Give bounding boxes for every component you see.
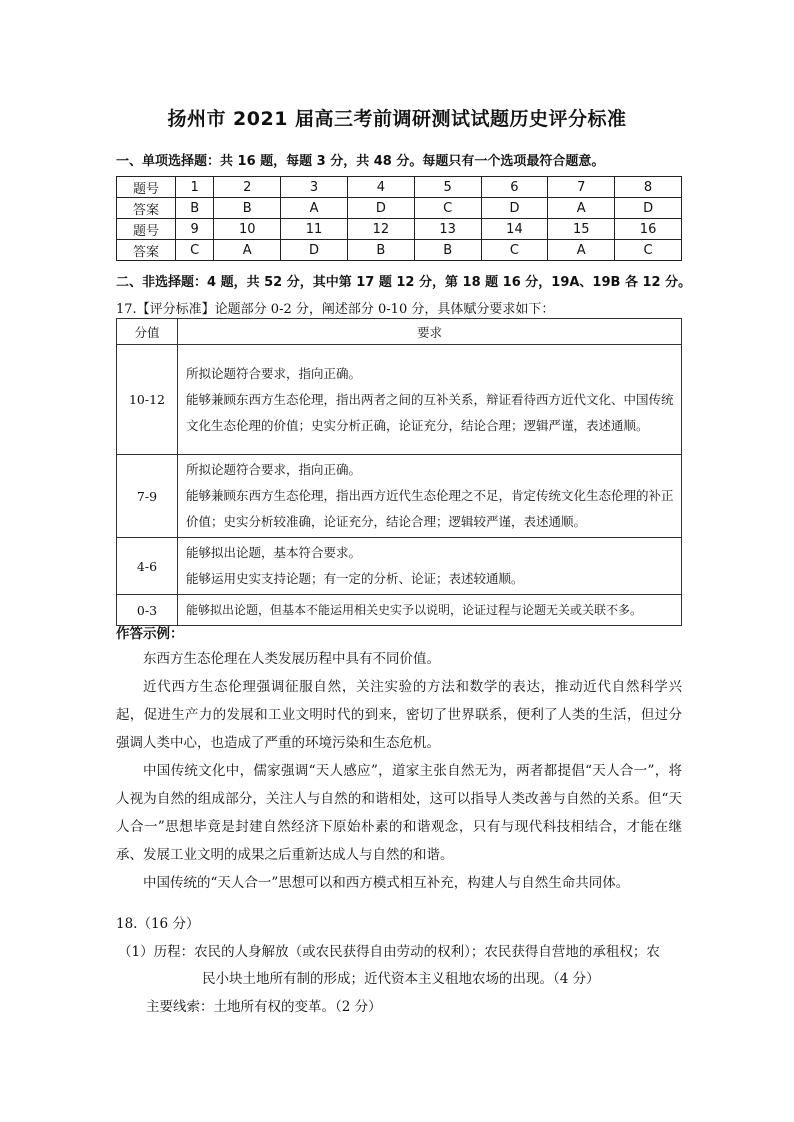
answer-table-cell: 5 <box>414 177 481 198</box>
section1-heading: 一、单项选择题：共 16 题，每题 3 分，共 48 分。每题只有一个选项最符合题意。 <box>116 154 605 169</box>
answer-table-cell: A <box>548 198 615 219</box>
rubric-row <box>117 538 682 595</box>
answer-table-row-label: 题号 <box>117 219 176 240</box>
rubric-requirement-line: 能够兼顾东西方生态伦理，指出两者之间的互补关系，辩证看待西方近代文化、中国传统文化生态伦理的价值；史实分析正确，论证充分，结论合理；逻辑严谨，表述通顺。 <box>186 391 674 433</box>
answer-table-cell: D <box>347 198 414 219</box>
answer-table-cell: 11 <box>281 219 348 240</box>
rubric-table <box>116 318 682 626</box>
answer-table-cell: 9 <box>176 219 214 240</box>
answer-table-cell: 1 <box>176 177 214 198</box>
rubric-score: 4-6 <box>117 538 178 595</box>
answer-table-cell: C <box>615 240 682 261</box>
answer-table-row <box>117 240 682 261</box>
answer-table-cell: B <box>214 198 281 219</box>
q18-part1-line1: （1）历程：农民的人身解放（或农民获得自由劳动的权利）；农民获得自营地的承租权；农 <box>118 944 660 960</box>
example-essay <box>116 645 682 897</box>
answer-table-cell: C <box>481 240 548 261</box>
rubric-header-row <box>117 319 682 345</box>
rubric-requirement-line: 能够拟出论题，基本符合要求。 <box>186 545 362 560</box>
rubric-requirement-line: 能够兼顾东西方生态伦理，指出西方近代生态伦理之不足，肯定传统文化生态伦理的补正价值；史实分析较准确，论证充分，结论合理；逻辑较严谨，表述通顺。 <box>186 488 674 529</box>
rubric-row <box>117 455 682 538</box>
rubric-requirement-line: 所拟论题符合要求，指向正确。 <box>186 462 362 477</box>
answer-table-cell: 6 <box>481 177 548 198</box>
answer-table <box>116 176 682 261</box>
answer-table-cell: 3 <box>281 177 348 198</box>
section2-heading: 二、非选择题：4 题，共 52 分，其中第 17 题 12 分，第 18 题 16 分，19A、19B 各 12 分。 <box>116 275 692 290</box>
answer-table-row <box>117 177 682 198</box>
answer-table-row-label: 答案 <box>117 198 176 219</box>
answer-table-cell: B <box>347 240 414 261</box>
answer-table-cell: 4 <box>347 177 414 198</box>
answer-table-row <box>117 219 682 240</box>
page-title: 扬州市 2021 届高三考前调研测试试题历史评分标准 <box>167 108 627 130</box>
rubric-row <box>117 595 682 626</box>
answer-table-row <box>117 198 682 219</box>
answer-table-cell: 15 <box>548 219 615 240</box>
rubric-requirement <box>178 595 682 626</box>
example-heading: 作答示例： <box>116 626 184 642</box>
rubric-header-requirement: 要求 <box>178 319 682 345</box>
answer-table-cell: 8 <box>615 177 682 198</box>
rubric-requirement-line: 能够运用史实支持论题；有一定的分析、论证；表述较通顺。 <box>186 571 524 586</box>
answer-table-cell: 14 <box>481 219 548 240</box>
q18-part1-line2: 民小块土地所有制的形成；近代资本主义租地农场的出现。（4 分） <box>202 971 600 987</box>
answer-table-cell: B <box>176 198 214 219</box>
answer-table-cell: C <box>414 198 481 219</box>
rubric-row <box>117 345 682 455</box>
answer-table-cell: C <box>176 240 214 261</box>
q17-intro: 17.【评分标准】论题部分 0-2 分，阐述部分 0-10 分，具体赋分要求如下： <box>116 302 555 317</box>
rubric-requirement <box>178 538 682 595</box>
rubric-requirement <box>178 345 682 455</box>
answer-table-cell: D <box>481 198 548 219</box>
answer-table-cell: B <box>414 240 481 261</box>
answer-table-row-label: 题号 <box>117 177 176 198</box>
rubric-score: 10-12 <box>117 345 178 455</box>
answer-table-cell: 16 <box>615 219 682 240</box>
answer-table-cell: D <box>615 198 682 219</box>
example-paragraph: 中国传统的“天人合一”思想可以和西方模式相互补充，构建人与自然生命共同体。 <box>143 875 630 891</box>
example-paragraph: 中国传统文化中，儒家强调“天人感应”，道家主张自然无为，两者都提倡“天人合一”，将人视为自然的组成部分，关注人与自然的和谐相处，这可以指导人类改善与自然的关系。但“天人合一”思想毕竟是封建自然经济下原始朴素的和谐观念，只有与现代科技相结合，才能在继承、发展工业文明的成果之后重新达成人与自然的和谐。 <box>116 763 682 863</box>
q18-main-clue: 主要线索：土地所有权的变革。（2 分） <box>146 999 382 1015</box>
rubric-header-score: 分值 <box>117 319 178 345</box>
example-paragraph: 近代西方生态伦理强调征服自然，关注实验的方法和数学的表达，推动近代自然科学兴起，促进生产力的发展和工业文明时代的到来，密切了世界联系，便利了人类的生活，但过分强调人类中心，也造成了严重的环境污染和生态危机。 <box>116 679 682 751</box>
answer-table-cell: D <box>281 240 348 261</box>
rubric-requirement <box>178 455 682 538</box>
rubric-requirement-line: 所拟论题符合要求，指向正确。 <box>186 365 362 381</box>
q18-heading: 18.（16 分） <box>116 916 200 932</box>
answer-table-row-label: 答案 <box>117 240 176 261</box>
example-paragraph: 东西方生态伦理在人类发展历程中具有不同价值。 <box>143 651 440 667</box>
answer-table-cell: 2 <box>214 177 281 198</box>
answer-table-cell: A <box>548 240 615 261</box>
answer-table-cell: 12 <box>347 219 414 240</box>
rubric-requirement-line: 能够拟出论题，但基本不能运用相关史实予以说明，论证过程与论题无关或关联不多。 <box>186 603 643 617</box>
answer-table-cell: 13 <box>414 219 481 240</box>
rubric-score: 7-9 <box>117 455 178 538</box>
answer-table-cell: 10 <box>214 219 281 240</box>
answer-table-cell: A <box>281 198 348 219</box>
answer-table-cell: 7 <box>548 177 615 198</box>
rubric-score: 0-3 <box>117 595 178 626</box>
answer-table-cell: A <box>214 240 281 261</box>
